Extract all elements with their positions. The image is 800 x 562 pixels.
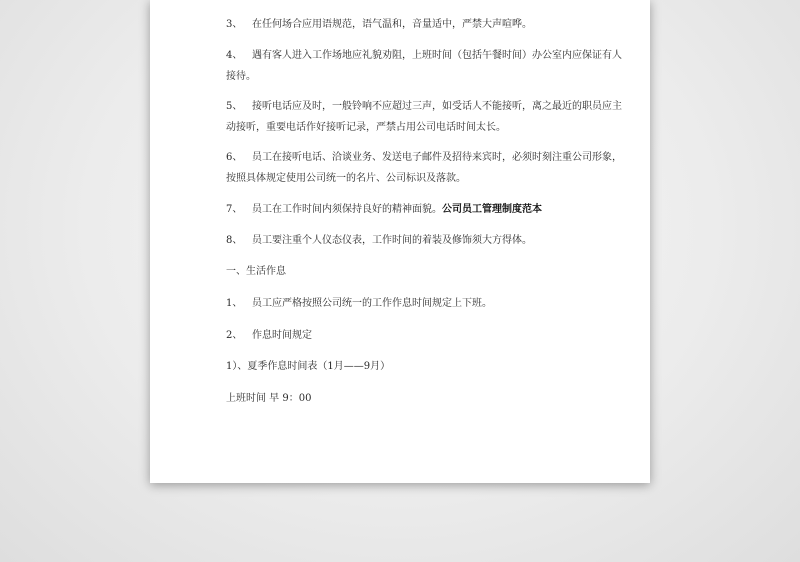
item-number: 7、 (226, 204, 243, 215)
item-text: 员工在接听电话、洽谈业务、发送电子邮件及招待来宾时，必须时刻注重公司形象， (252, 152, 622, 163)
rule-item-5-continuation (226, 121, 506, 135)
item-text-continued: 接待。 (226, 71, 256, 82)
item-text: 员工应严格按照公司统一的工作作息时间规定上下班。 (252, 298, 492, 309)
document-title-inline: 公司员工管理制度范本 (442, 204, 542, 215)
rule-item-6 (226, 151, 622, 165)
schedule-line: 上班时间 早 9：00 (226, 393, 312, 404)
item-text-continued: 按照具体规定使用公司统一的名片、公司标识及落款。 (226, 173, 466, 184)
rule-item-6-continuation (226, 172, 466, 186)
rule-item-4-continuation (226, 70, 256, 84)
rule-item-8 (226, 234, 532, 248)
item-text: 作息时间规定 (252, 330, 312, 341)
item-number: 4、 (226, 50, 243, 61)
item-number: 5、 (226, 101, 243, 112)
schedule-heading: 1）、夏季作息时间表（1月——9月） (226, 361, 391, 372)
item-text: 遇有客人进入工作场地应礼貌劝阻，上班时间（包括午餐时间）办公室内应保证有人 (252, 50, 622, 61)
rule-item-7 (226, 203, 542, 217)
section-heading: 一、生活作息 (226, 266, 286, 277)
schedule-item-2 (226, 329, 312, 343)
document-page (150, 0, 650, 483)
item-number: 8、 (226, 235, 243, 246)
item-text: 员工要注重个人仪态仪表，工作时间的着装及修饰须大方得体。 (252, 235, 532, 246)
rule-item-4 (226, 49, 622, 63)
item-number: 3、 (226, 19, 243, 30)
item-number: 1、 (226, 298, 243, 309)
item-text: 在任何场合应用语规范，语气温和，音量适中，严禁大声喧哗。 (252, 19, 532, 30)
item-text: 接听电话应及时，一般铃响不应超过三声，如受话人不能接听，离之最近的职员应主 (252, 101, 622, 112)
item-number: 2、 (226, 330, 243, 341)
item-number: 6、 (226, 152, 243, 163)
item-text: 员工在工作时间内须保持良好的精神面貌。 (252, 204, 442, 215)
rule-item-3 (226, 18, 532, 32)
schedule-item-1 (226, 297, 492, 311)
rule-item-5 (226, 100, 622, 114)
item-text-continued: 动接听，重要电话作好接听记录，严禁占用公司电话时间太长。 (226, 122, 506, 133)
